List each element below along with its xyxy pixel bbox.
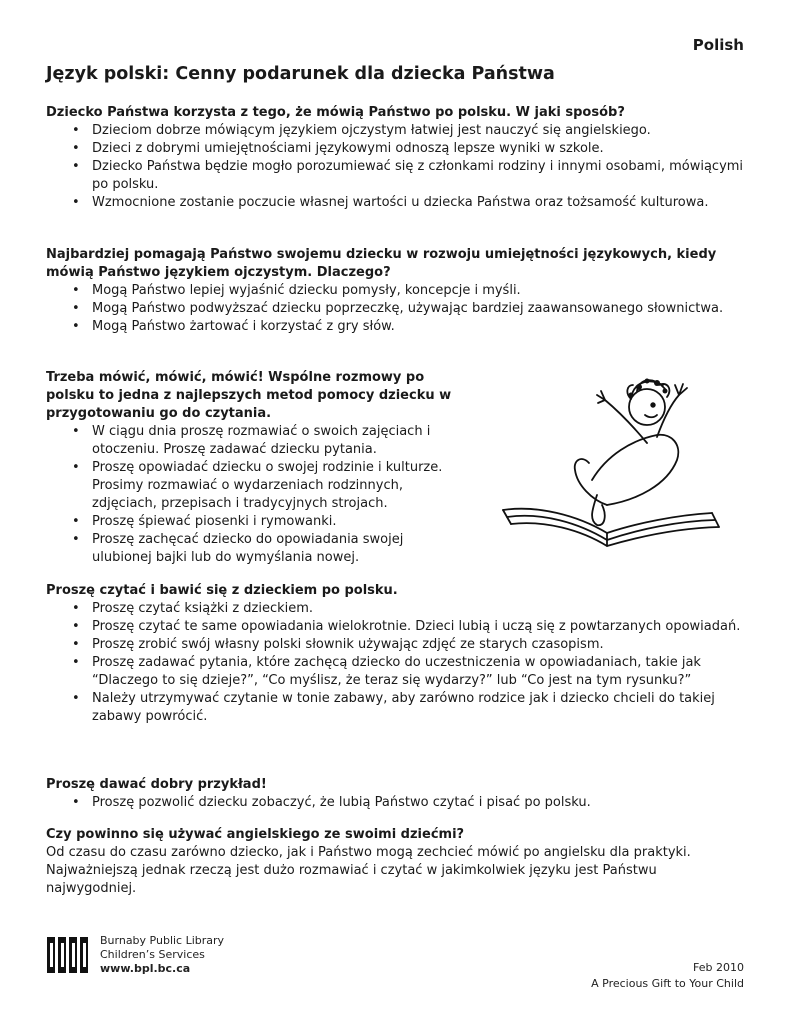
website-link[interactable]: www.bpl.bc.ca [100,962,191,975]
section-heading: Proszę czytać i bawić się z dzieckiem po polsku. [46,583,398,598]
library-info [100,934,224,976]
child-on-book-illustration [497,355,747,555]
page-title: Język polski: Cenny podarunek dla dziecka Państwa [46,64,555,84]
section-heading: Trzeba mówić, mówić, mówić! Wspólne rozmowy po polsku to jedna z najlepszych metod pomocy dziecku w przygotowaniu go do czytania. [46,370,452,421]
bullet-list [46,282,745,336]
section-heading: Dziecko Państwa korzysta z tego, że mówią Państwo po polsku. W jaki sposób? [46,105,625,120]
section-mother-tongue [46,246,745,336]
document-info [591,960,744,992]
list-item: • Proszę czytać książki z dzieckiem. [46,600,745,618]
list-item: • Dziecko Państwa będzie mogło porozumiewać się z członkami rodziny i innymi osobami, mówiącymi po polsku. [46,158,745,194]
bullet-list [46,423,466,567]
list-item: • Proszę zachęcać dziecko do opowiadania swojej ulubionej bajki lub do wymyślania nowej. [46,531,466,567]
list-item: • Należy utrzymywać czytanie w tonie zabawy, aby zarówno rodzice jak i dziecko chcieli do takiej zabawy powrócić. [46,690,745,726]
bullet-list [46,122,745,212]
department-name: Children’s Services [100,948,205,961]
document-date: Feb 2010 [693,961,744,974]
language-label: Polish [692,36,744,54]
list-item: • Dzieci z dobrymi umiejętnościami językowymi odnoszą lepsze wyniki w szkole. [46,140,745,158]
section-reading [46,582,745,726]
section-heading: Czy powinno się używać angielskiego ze swoimi dziećmi? [46,827,465,842]
list-item: • W ciągu dnia proszę rozmawiać o swoich zajęciach i otoczeniu. Proszę zadawać dziecku pytania. [46,423,466,459]
list-item: • Proszę zrobić swój własny polski słownik używając zdjęć ze starych czasopism. [46,636,745,654]
list-item: • Proszę zadawać pytania, które zachęcą dziecko do uczestniczenia w opowiadaniach, takie jak “Dlaczego to się dzieje?”, “Co myślisz, że teraz się wydarzy?” lub “Co jest na tym rysunku?” [46,654,745,690]
list-item: • Mogą Państwo żartować i korzystać z gry słów. [46,318,745,336]
library-logo [46,935,94,975]
section-paragraph: Od czasu do czasu zarówno dziecko, jak i Państwo mogą zechcieć mówić po angielsku dla praktyki. Najważniejszą jednak rzeczą jest dużo rozmawiać i czytać w jakimkolwiek języku jest Państwu najwygodniej. [46,845,691,896]
section-heading: Proszę dawać dobry przykład! [46,777,267,792]
list-item: • Dzieciom dobrze mówiącym językiem ojczystym łatwiej jest nauczyć się angielskiego. [46,122,745,140]
section-english [46,826,745,898]
list-item: • Proszę pozwolić dziecku zobaczyć, że lubią Państwo czytać i pisać po polsku. [46,794,745,812]
section-example [46,776,745,812]
list-item: • Proszę czytać te same opowiadania wielokrotnie. Dzieci lubią i uczą się z powtarzanych opowiadań. [46,618,745,636]
list-item: • Proszę opowiadać dziecku o swojej rodzinie i kulturze. Prosimy rozmawiać o wydarzeniach rodzinnych, zdjęciach, przepisach i tradycyjnych strojach. [46,459,466,513]
section-benefits [46,104,745,212]
bullet-list [46,794,745,812]
list-item: • Mogą Państwo podwyższać dziecku poprzeczkę, używając bardziej zaawansowanego słownictwa. [46,300,745,318]
section-heading: Najbardziej pomagają Państwo swojemu dziecku w rozwoju umiejętności językowych, kiedy mówią Państwo językiem ojczystym. Dlaczego? [46,247,717,280]
library-name: Burnaby Public Library [100,934,225,947]
list-item: • Mogą Państwo lepiej wyjaśnić dziecku pomysły, koncepcje i myśli. [46,282,745,300]
list-item: • Proszę śpiewać piosenki i rymowanki. [46,513,466,531]
list-item: • Wzmocnione zostanie poczucie własnej wartości u dziecka Państwa oraz tożsamość kulturowa. [46,194,745,212]
bullet-list [46,600,745,726]
document-title: A Precious Gift to Your Child [591,977,744,990]
